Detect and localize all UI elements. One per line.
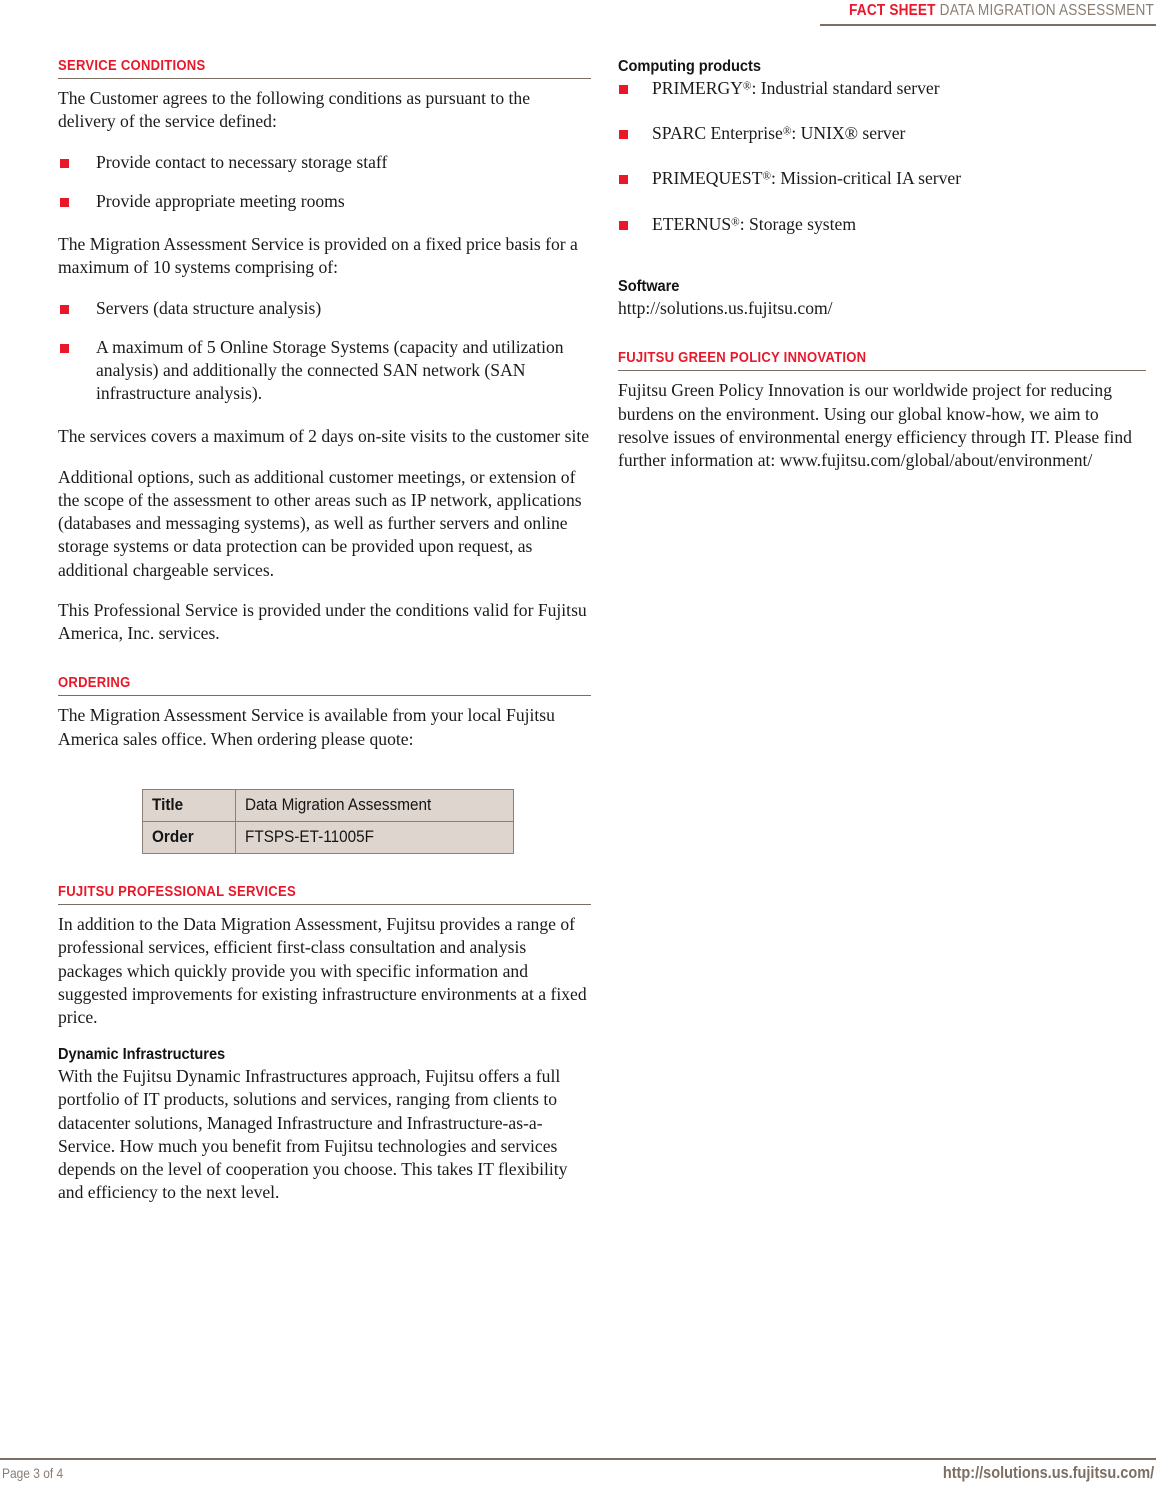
list-item-label: Provide appropriate meeting rooms	[96, 190, 345, 211]
spacer	[58, 416, 591, 425]
professional-services-para: In addition to the Data Migration Assessment, Fujitsu provides a range of professional services, efficient first-class consultation and analysis packages which quickly provide you with specific information and suggested improvements for existing infrastructure environments at a fixed price.	[58, 914, 587, 1028]
right-column	[618, 58, 1146, 472]
section-heading-service-conditions: SERVICE CONDITIONS	[58, 58, 206, 74]
bullet-square-icon	[619, 85, 628, 94]
spacer	[58, 854, 591, 884]
section-rule-green-policy	[618, 370, 1146, 372]
registered-mark-icon: ®	[762, 170, 772, 183]
section-rule-service-conditions	[58, 78, 591, 80]
section-rule-professional-services	[58, 904, 591, 906]
service-conditions-bullets-2	[58, 297, 591, 406]
section-service-conditions	[58, 58, 591, 645]
computing-products-bullets	[618, 77, 1146, 236]
footer-divider-rule	[0, 1458, 1156, 1460]
bullet-square-icon	[60, 159, 69, 168]
table-row	[143, 821, 514, 853]
service-conditions-bullets-1	[58, 151, 591, 213]
registered-mark-icon: ®	[782, 125, 792, 138]
list-item-label: Servers (data structure analysis)	[96, 297, 322, 318]
list-item-label: PRIMERGY®: Industrial standard server	[652, 78, 940, 98]
header-title-line	[138, 0, 1154, 20]
section-heading-professional-services: FUJITSU PROFESSIONAL SERVICES	[58, 883, 296, 900]
section-computing-products	[618, 58, 1146, 236]
section-ordering	[58, 675, 591, 854]
section-heading-green-policy: FUJITSU GREEN POLICY INNOVATION	[618, 350, 867, 367]
table-cell-key	[143, 789, 236, 821]
order-table-value-order: FTSPS-ET-11005F	[245, 826, 374, 846]
registered-mark-icon: ®	[731, 215, 740, 228]
spacer	[618, 320, 1146, 350]
bullet-square-icon	[619, 175, 628, 184]
table-cell-key	[143, 821, 236, 853]
bullet-square-icon	[619, 221, 628, 230]
header-fact-sheet-label: FACT SHEET	[849, 2, 936, 19]
service-conditions-para-3: The services covers a maximum of 2 days on-site visits to the customer site	[58, 426, 590, 447]
list-item-label: SPARC Enterprise®: UNIX® server	[652, 123, 906, 144]
list-item-label: Provide contact to necessary storage staff	[96, 151, 388, 172]
list-item-label: ETERNUS®: Storage system	[652, 213, 857, 234]
list-item	[618, 122, 1146, 145]
order-table	[142, 789, 514, 854]
order-table-key-title: Title	[152, 794, 184, 814]
spacer	[58, 645, 591, 675]
green-policy-para: Fujitsu Green Policy Innovation is our worldwide project for reducing burdens on the environment. Using our global know-how, we aim to resolve issues of environmental energy efficiency through IT. Please find further information at: www.fujitsu.com/global/about/environment/	[618, 380, 1132, 471]
software-url[interactable]: http://solutions.us.fujitsu.com/	[618, 297, 833, 318]
list-item	[58, 190, 591, 213]
table-cell-value	[236, 821, 514, 853]
bullet-square-icon	[619, 130, 628, 139]
registered-mark-icon: ®	[742, 80, 752, 93]
service-conditions-intro: The Customer agrees to the following conditions as pursuant to the delivery of the service defined:	[58, 88, 531, 132]
left-column	[58, 58, 591, 1205]
header-divider-rule	[820, 24, 1156, 26]
subheading-computing-products: Computing products	[618, 58, 761, 75]
bullet-square-icon	[60, 305, 69, 314]
list-item-label: A maximum of 5 Online Storage Systems (capacity and utilization analysis) and additionally the connected SAN network (SAN infrastructure analysis).	[96, 336, 564, 404]
section-heading-ordering: ORDERING	[58, 675, 131, 692]
section-professional-services	[58, 884, 591, 1205]
subheading-software: Software	[618, 277, 680, 295]
footer-page-number: Page 3 of 4	[2, 1466, 64, 1481]
list-item	[618, 213, 1146, 236]
ordering-para: The Migration Assessment Service is available from your local Fujitsu America sales office. When ordering please quote:	[58, 705, 555, 749]
section-rule-ordering	[58, 695, 591, 697]
order-table-value-title: Data Migration Assessment	[245, 794, 432, 814]
service-conditions-para-5: This Professional Service is provided under the conditions valid for Fujitsu America, Inc. services.	[58, 599, 587, 643]
list-item	[58, 336, 591, 406]
service-conditions-para-2: The Migration Assessment Service is provided on a fixed price basis for a maximum of 10 systems comprising of:	[58, 234, 578, 278]
footer-url[interactable]: http://solutions.us.fujitsu.com/	[942, 1464, 1154, 1482]
service-conditions-para-4: Additional options, such as additional customer meetings, or extension of the scope of the assessment to other areas such as IP network, applications (databases and messaging systems), as well as further servers and online storage systems or data protection can be provided upon request, as additional chargeable services.	[58, 466, 582, 580]
table-row	[143, 789, 514, 821]
page-header	[0, 0, 1156, 26]
section-green-policy	[618, 350, 1146, 472]
subheading-dynamic-infrastructures: Dynamic Infrastructures	[58, 1046, 226, 1064]
table-cell-value	[236, 789, 514, 821]
section-software	[618, 278, 1146, 320]
list-item	[58, 297, 591, 320]
header-document-subtitle: DATA MIGRATION ASSESSMENT	[939, 2, 1154, 19]
order-table-key-order: Order	[152, 826, 194, 846]
list-item	[618, 77, 1146, 100]
list-item	[618, 167, 1146, 190]
spacer	[618, 258, 1146, 278]
list-item-label: PRIMEQUEST®: Mission-critical IA server	[652, 168, 962, 189]
dynamic-infrastructures-para: With the Fujitsu Dynamic Infrastructures approach, Fujitsu offers a full portfolio of IT products, solutions and services, ranging from clients to datacenter solutions, Managed Infrastructure and Infrastructure-as-a-Service. How much you benefit from Fujitsu technologies and services depends on the level of cooperation you choose. This takes IT flexibility and efficiency to the next level.	[58, 1066, 568, 1203]
bullet-square-icon	[60, 198, 69, 207]
bullet-square-icon	[60, 344, 69, 353]
spacer	[58, 224, 591, 233]
order-table-wrapper	[142, 789, 591, 854]
list-item	[58, 151, 591, 174]
